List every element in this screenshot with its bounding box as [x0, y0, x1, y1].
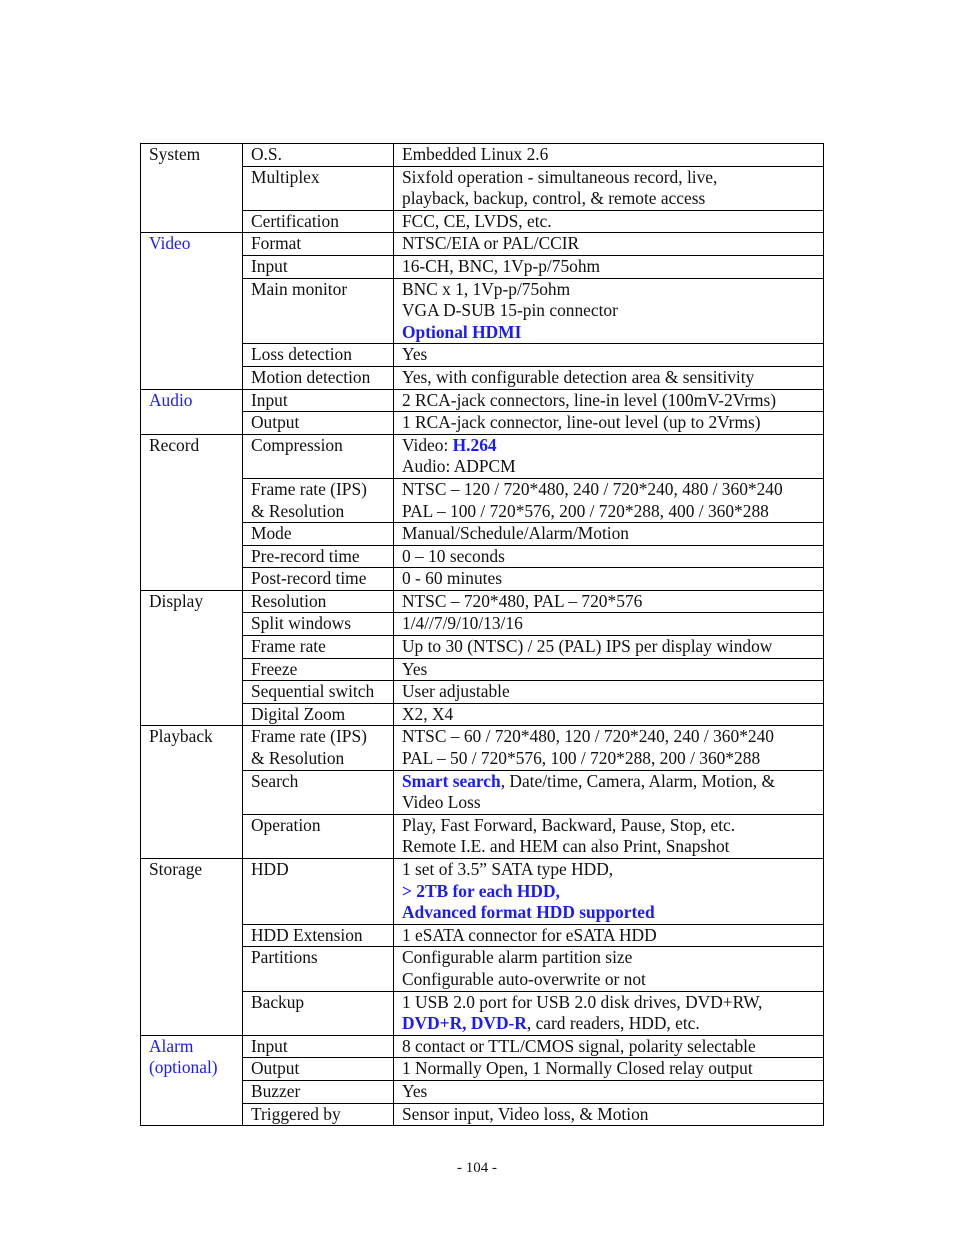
- table-row: [141, 947, 824, 991]
- table-row: [141, 703, 824, 726]
- value-line: [402, 435, 815, 457]
- value-cell: 0 – 10 seconds: [394, 545, 824, 568]
- value-line: playback, backup, control, & remote access: [402, 188, 706, 209]
- highlight-text: Smart search: [402, 770, 501, 791]
- highlight-text: Optional HDMI: [402, 321, 522, 342]
- value-line: Configurable auto-overwrite or not: [402, 968, 646, 989]
- value-line: Sixfold operation - simultaneous record, live,: [402, 166, 718, 187]
- table-row: [141, 814, 824, 858]
- table-row: [141, 568, 824, 591]
- category-record: [141, 434, 243, 590]
- value-cell: [394, 434, 824, 478]
- feature-line: & Resolution: [251, 748, 345, 769]
- table-row: [141, 1103, 824, 1126]
- category-system: [141, 144, 243, 233]
- feature-cell: Multiplex: [243, 166, 394, 210]
- value-cell: 16-CH, BNC, 1Vp-p/75ohm: [394, 255, 824, 278]
- value-cell: [394, 478, 824, 522]
- category-alarm: [141, 1035, 243, 1125]
- highlight-text: H.264: [452, 434, 497, 455]
- feature-cell: Main monitor: [243, 278, 394, 344]
- value-cell: [394, 859, 824, 925]
- feature-cell: [243, 726, 394, 770]
- value-cell: 1 RCA-jack connector, line-out level (up to 2Vrms): [394, 412, 824, 435]
- value-cell: 1/4//7/9/10/13/16: [394, 613, 824, 636]
- value-cell: Yes: [394, 344, 824, 367]
- value-line: Video Loss: [402, 792, 481, 813]
- table-row: [141, 478, 824, 522]
- feature-cell: Search: [243, 770, 394, 814]
- feature-line: & Resolution: [251, 500, 345, 521]
- table-row: [141, 1058, 824, 1081]
- table-row: [141, 726, 824, 770]
- value-rest: , Date/time, Camera, Alarm, Motion, &: [500, 770, 776, 791]
- feature-cell: Motion detection: [243, 366, 394, 389]
- value-cell: [394, 726, 824, 770]
- table-row: [141, 412, 824, 435]
- value-cell: [394, 947, 824, 991]
- feature-cell: HDD Extension: [243, 924, 394, 947]
- feature-cell: Pre-record time: [243, 545, 394, 568]
- value-cell: X2, X4: [394, 703, 824, 726]
- feature-cell: Operation: [243, 814, 394, 858]
- feature-cell: Digital Zoom: [243, 703, 394, 726]
- value-line: PAL – 50 / 720*576, 100 / 720*288, 200 / 360*288: [402, 748, 761, 769]
- value-line: Play, Fast Forward, Backward, Pause, Stop, etc.: [402, 814, 736, 835]
- feature-cell: Input: [243, 1035, 394, 1058]
- category-label-sub: (optional): [149, 1057, 218, 1078]
- feature-cell: Format: [243, 233, 394, 256]
- value-cell: 1 eSATA connector for eSATA HDD: [394, 924, 824, 947]
- category-label: Display: [149, 590, 204, 611]
- feature-line: Frame rate (IPS): [251, 726, 367, 747]
- table-row: [141, 523, 824, 546]
- value-line: NTSC – 60 / 720*480, 120 / 720*240, 240 / 360*240: [402, 726, 774, 747]
- table-row: [141, 344, 824, 367]
- table-row: [141, 389, 824, 412]
- value-line: VGA D-SUB 15-pin connector: [402, 300, 618, 321]
- category-label: Storage: [149, 859, 203, 879]
- feature-cell: Buzzer: [243, 1080, 394, 1103]
- category-label: Audio: [149, 389, 193, 410]
- table-row: [141, 210, 824, 233]
- category-storage: [141, 859, 243, 1036]
- value-line: Configurable alarm partition size: [402, 947, 633, 968]
- category-display: [141, 590, 243, 726]
- value-cell: Yes: [394, 1080, 824, 1103]
- feature-cell: Input: [243, 255, 394, 278]
- table-row: [141, 545, 824, 568]
- highlight-text: DVD+R, DVD-R: [402, 1013, 527, 1034]
- value-cell: [394, 991, 824, 1035]
- table-row: [141, 924, 824, 947]
- feature-cell: Post-record time: [243, 568, 394, 591]
- value-line: NTSC – 120 / 720*480, 240 / 720*240, 480 / 360*240: [402, 478, 783, 499]
- value-cell: 1 Normally Open, 1 Normally Closed relay output: [394, 1058, 824, 1081]
- category-label: Video: [149, 233, 191, 254]
- feature-cell: Input: [243, 389, 394, 412]
- value-cell: Sensor input, Video loss, & Motion: [394, 1103, 824, 1126]
- value-cell: [394, 278, 824, 344]
- table-row: [141, 278, 824, 344]
- feature-cell: Split windows: [243, 613, 394, 636]
- table-row: [141, 255, 824, 278]
- category-label: Alarm: [149, 1035, 194, 1056]
- feature-line: Frame rate (IPS): [251, 478, 367, 499]
- table-row: [141, 859, 824, 925]
- value-cell: 0 - 60 minutes: [394, 568, 824, 591]
- table-row: [141, 770, 824, 814]
- table-row: [141, 144, 824, 167]
- table-row: [141, 166, 824, 210]
- feature-cell: Triggered by: [243, 1103, 394, 1126]
- value-line: 1 USB 2.0 port for USB 2.0 disk drives, DVD+RW,: [402, 991, 763, 1012]
- table-row: [141, 366, 824, 389]
- value-cell: NTSC/EIA or PAL/CCIR: [394, 233, 824, 256]
- category-label: Record: [149, 434, 200, 455]
- value-cell: [394, 814, 824, 858]
- feature-cell: Sequential switch: [243, 681, 394, 704]
- value-cell: NTSC – 720*480, PAL – 720*576: [394, 590, 824, 613]
- value-line: [402, 1013, 815, 1035]
- table-row: [141, 1080, 824, 1103]
- feature-cell: Partitions: [243, 947, 394, 991]
- value-cell: Yes, with configurable detection area & sensitivity: [394, 366, 824, 389]
- value-line: PAL – 100 / 720*576, 200 / 720*288, 400 / 360*288: [402, 500, 769, 521]
- table-row: [141, 636, 824, 659]
- category-label: Playback: [149, 726, 213, 747]
- category-audio: [141, 389, 243, 434]
- value-line: Audio: ADPCM: [402, 456, 516, 477]
- feature-cell: Loss detection: [243, 344, 394, 367]
- table-row: [141, 434, 824, 478]
- value-cell: FCC, CE, LVDS, etc.: [394, 210, 824, 233]
- feature-cell: O.S.: [243, 144, 394, 167]
- feature-cell: [243, 478, 394, 522]
- value-cell: Manual/Schedule/Alarm/Motion: [394, 523, 824, 546]
- feature-cell: Output: [243, 1058, 394, 1081]
- feature-cell: Frame rate: [243, 636, 394, 659]
- page-number: - 104 -: [457, 1160, 497, 1176]
- feature-cell: HDD: [243, 859, 394, 925]
- table-row: [141, 1035, 824, 1058]
- category-video: [141, 233, 243, 389]
- value-cell: User adjustable: [394, 681, 824, 704]
- spec-table: [140, 143, 824, 1126]
- table-row: [141, 681, 824, 704]
- feature-cell: Mode: [243, 523, 394, 546]
- feature-cell: Output: [243, 412, 394, 435]
- value-line: BNC x 1, 1Vp-p/75ohm: [402, 278, 571, 299]
- feature-cell: Backup: [243, 991, 394, 1035]
- table-row: [141, 991, 824, 1035]
- value-line: Remote I.E. and HEM can also Print, Snapshot: [402, 836, 730, 857]
- value-line: 1 set of 3.5” SATA type HDD,: [402, 859, 614, 879]
- value-line: [402, 771, 815, 793]
- value-cell: 8 contact or TTL/CMOS signal, polarity selectable: [394, 1035, 824, 1058]
- feature-cell: Freeze: [243, 658, 394, 681]
- feature-cell: Certification: [243, 210, 394, 233]
- table-row: [141, 233, 824, 256]
- value-cell: 2 RCA-jack connectors, line-in level (100mV-2Vrms): [394, 389, 824, 412]
- table-row: [141, 590, 824, 613]
- feature-cell: Compression: [243, 434, 394, 478]
- value-cell: Embedded Linux 2.6: [394, 144, 824, 167]
- value-cell: Up to 30 (NTSC) / 25 (PAL) IPS per display window: [394, 636, 824, 659]
- value-cell: [394, 166, 824, 210]
- value-cell: Yes: [394, 658, 824, 681]
- value-prefix: Video:: [402, 434, 453, 455]
- value-cell: [394, 770, 824, 814]
- category-playback: [141, 726, 243, 859]
- table-row: [141, 613, 824, 636]
- value-rest: , card readers, HDD, etc.: [526, 1013, 700, 1034]
- table-row: [141, 658, 824, 681]
- highlight-text: > 2TB for each HDD,: [402, 880, 560, 901]
- highlight-text: Advanced format HDD supported: [402, 902, 655, 923]
- category-label: System: [149, 144, 201, 164]
- feature-cell: Resolution: [243, 590, 394, 613]
